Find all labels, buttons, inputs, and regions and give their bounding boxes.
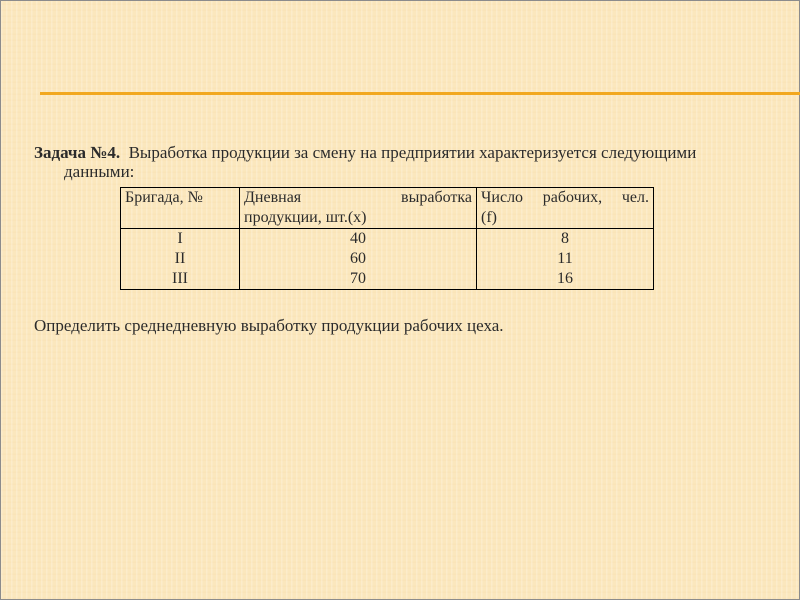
header-brigade: Бригада, № [121,188,240,229]
table-row [121,229,654,290]
data-table [120,187,654,290]
output-value: 40 [350,230,366,247]
task-statement [34,143,754,181]
header-daily-output [240,188,477,229]
header-daily-output-line1: Дневная выработка [244,189,472,206]
question-text: Определить среднедневную выработку продукции рабочих цеха. [34,316,504,335]
table-header-row [121,188,654,229]
workers-value: 8 [561,230,569,247]
task-text: Выработка продукции за смену на предприятии характеризуется следующими [128,143,697,162]
output-cell [240,229,477,290]
workers-cell [477,229,654,290]
brigade-value: II [174,250,186,267]
workers-value: 11 [557,250,573,267]
workers-value: 16 [557,270,573,287]
brigade-cell [121,229,240,290]
header-workers-line2: (f) [481,209,497,226]
header-workers [477,188,654,229]
output-value: 70 [350,270,366,287]
brigade-value: I [177,230,183,247]
header-daily-output-line2: продукции, шт.(x) [244,209,367,226]
output-value: 60 [350,250,366,267]
accent-divider [40,92,800,95]
header-workers-line1: Число рабочих, чел. [481,189,649,206]
brigade-value: III [172,270,188,287]
task-text-continuation: данными: [64,162,135,181]
task-label: Задача №4. [34,143,121,162]
